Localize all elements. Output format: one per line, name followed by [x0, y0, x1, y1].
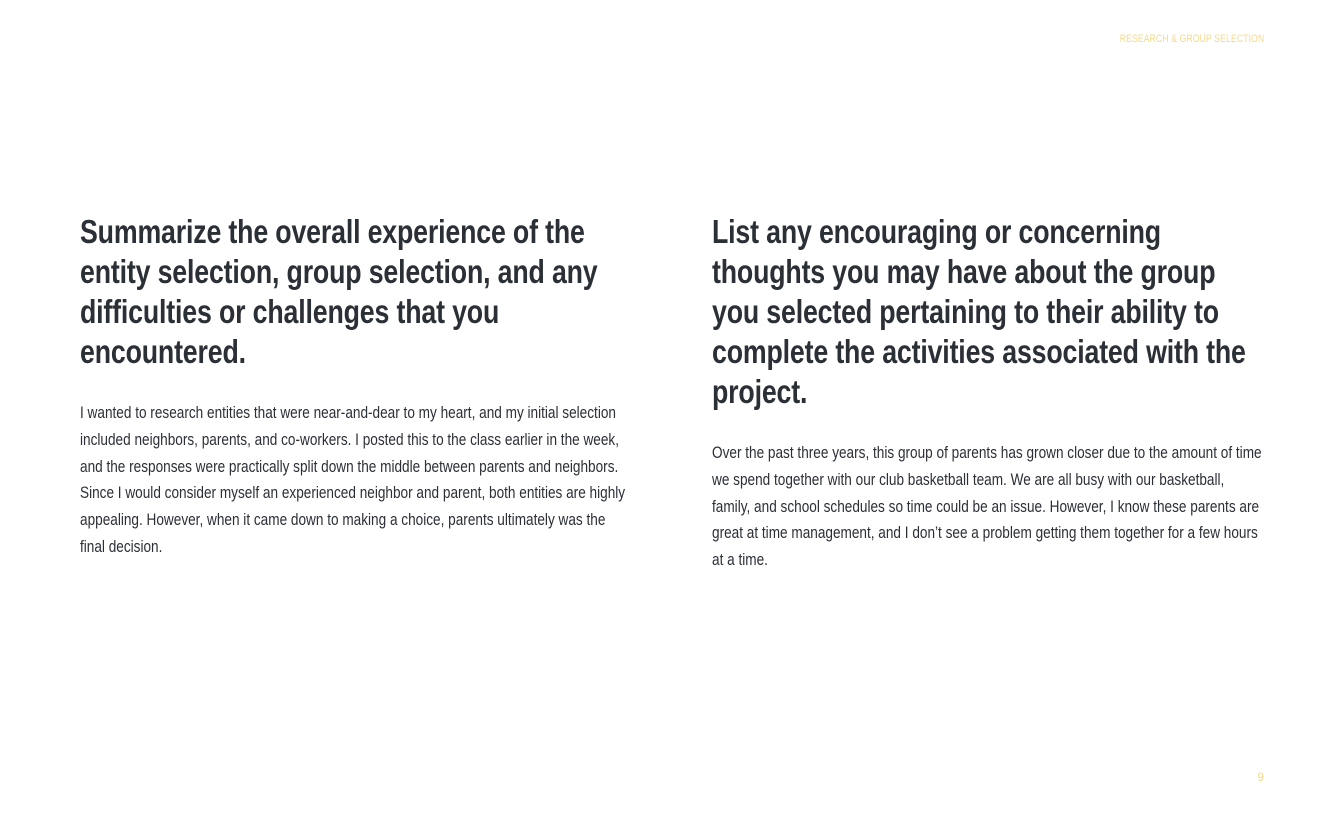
right-body-text: Over the past three years, this group of parents has grown closer due to the amount of time we spend together with our club basketball team. We are all busy with our basketball, family, and school schedules so time could be an issue. However, I know these parents are great at time management, and I don’t see a problem getting them together for a few hours at a time. [712, 443, 1262, 570]
right-column [712, 212, 1264, 574]
section-label: RESEARCH & GROUP SELECTION [1119, 33, 1264, 45]
page-number: 9 [1257, 770, 1264, 784]
left-heading: Summarize the overall experience of the entity selection, group selection, and any difficulties or challenges that you encountered. [80, 213, 598, 370]
left-body-text: I wanted to research entities that were near-and-dear to my heart, and my initial selection included neighbors, parents, and co-workers. I posted this to the class earlier in the week, and the responses were practically split down the middle between parents and neighbors. Since I would consider myself an experienced neighbor and parent, both entities are highly appealing. However, when it came down to making a choice, parents ultimately was the final decision. [80, 403, 626, 556]
left-column [80, 212, 632, 561]
right-heading: List any encouraging or concerning thoughts you may have about the group you selected pertaining to their ability to complete the activities associated with the project. [712, 213, 1246, 410]
